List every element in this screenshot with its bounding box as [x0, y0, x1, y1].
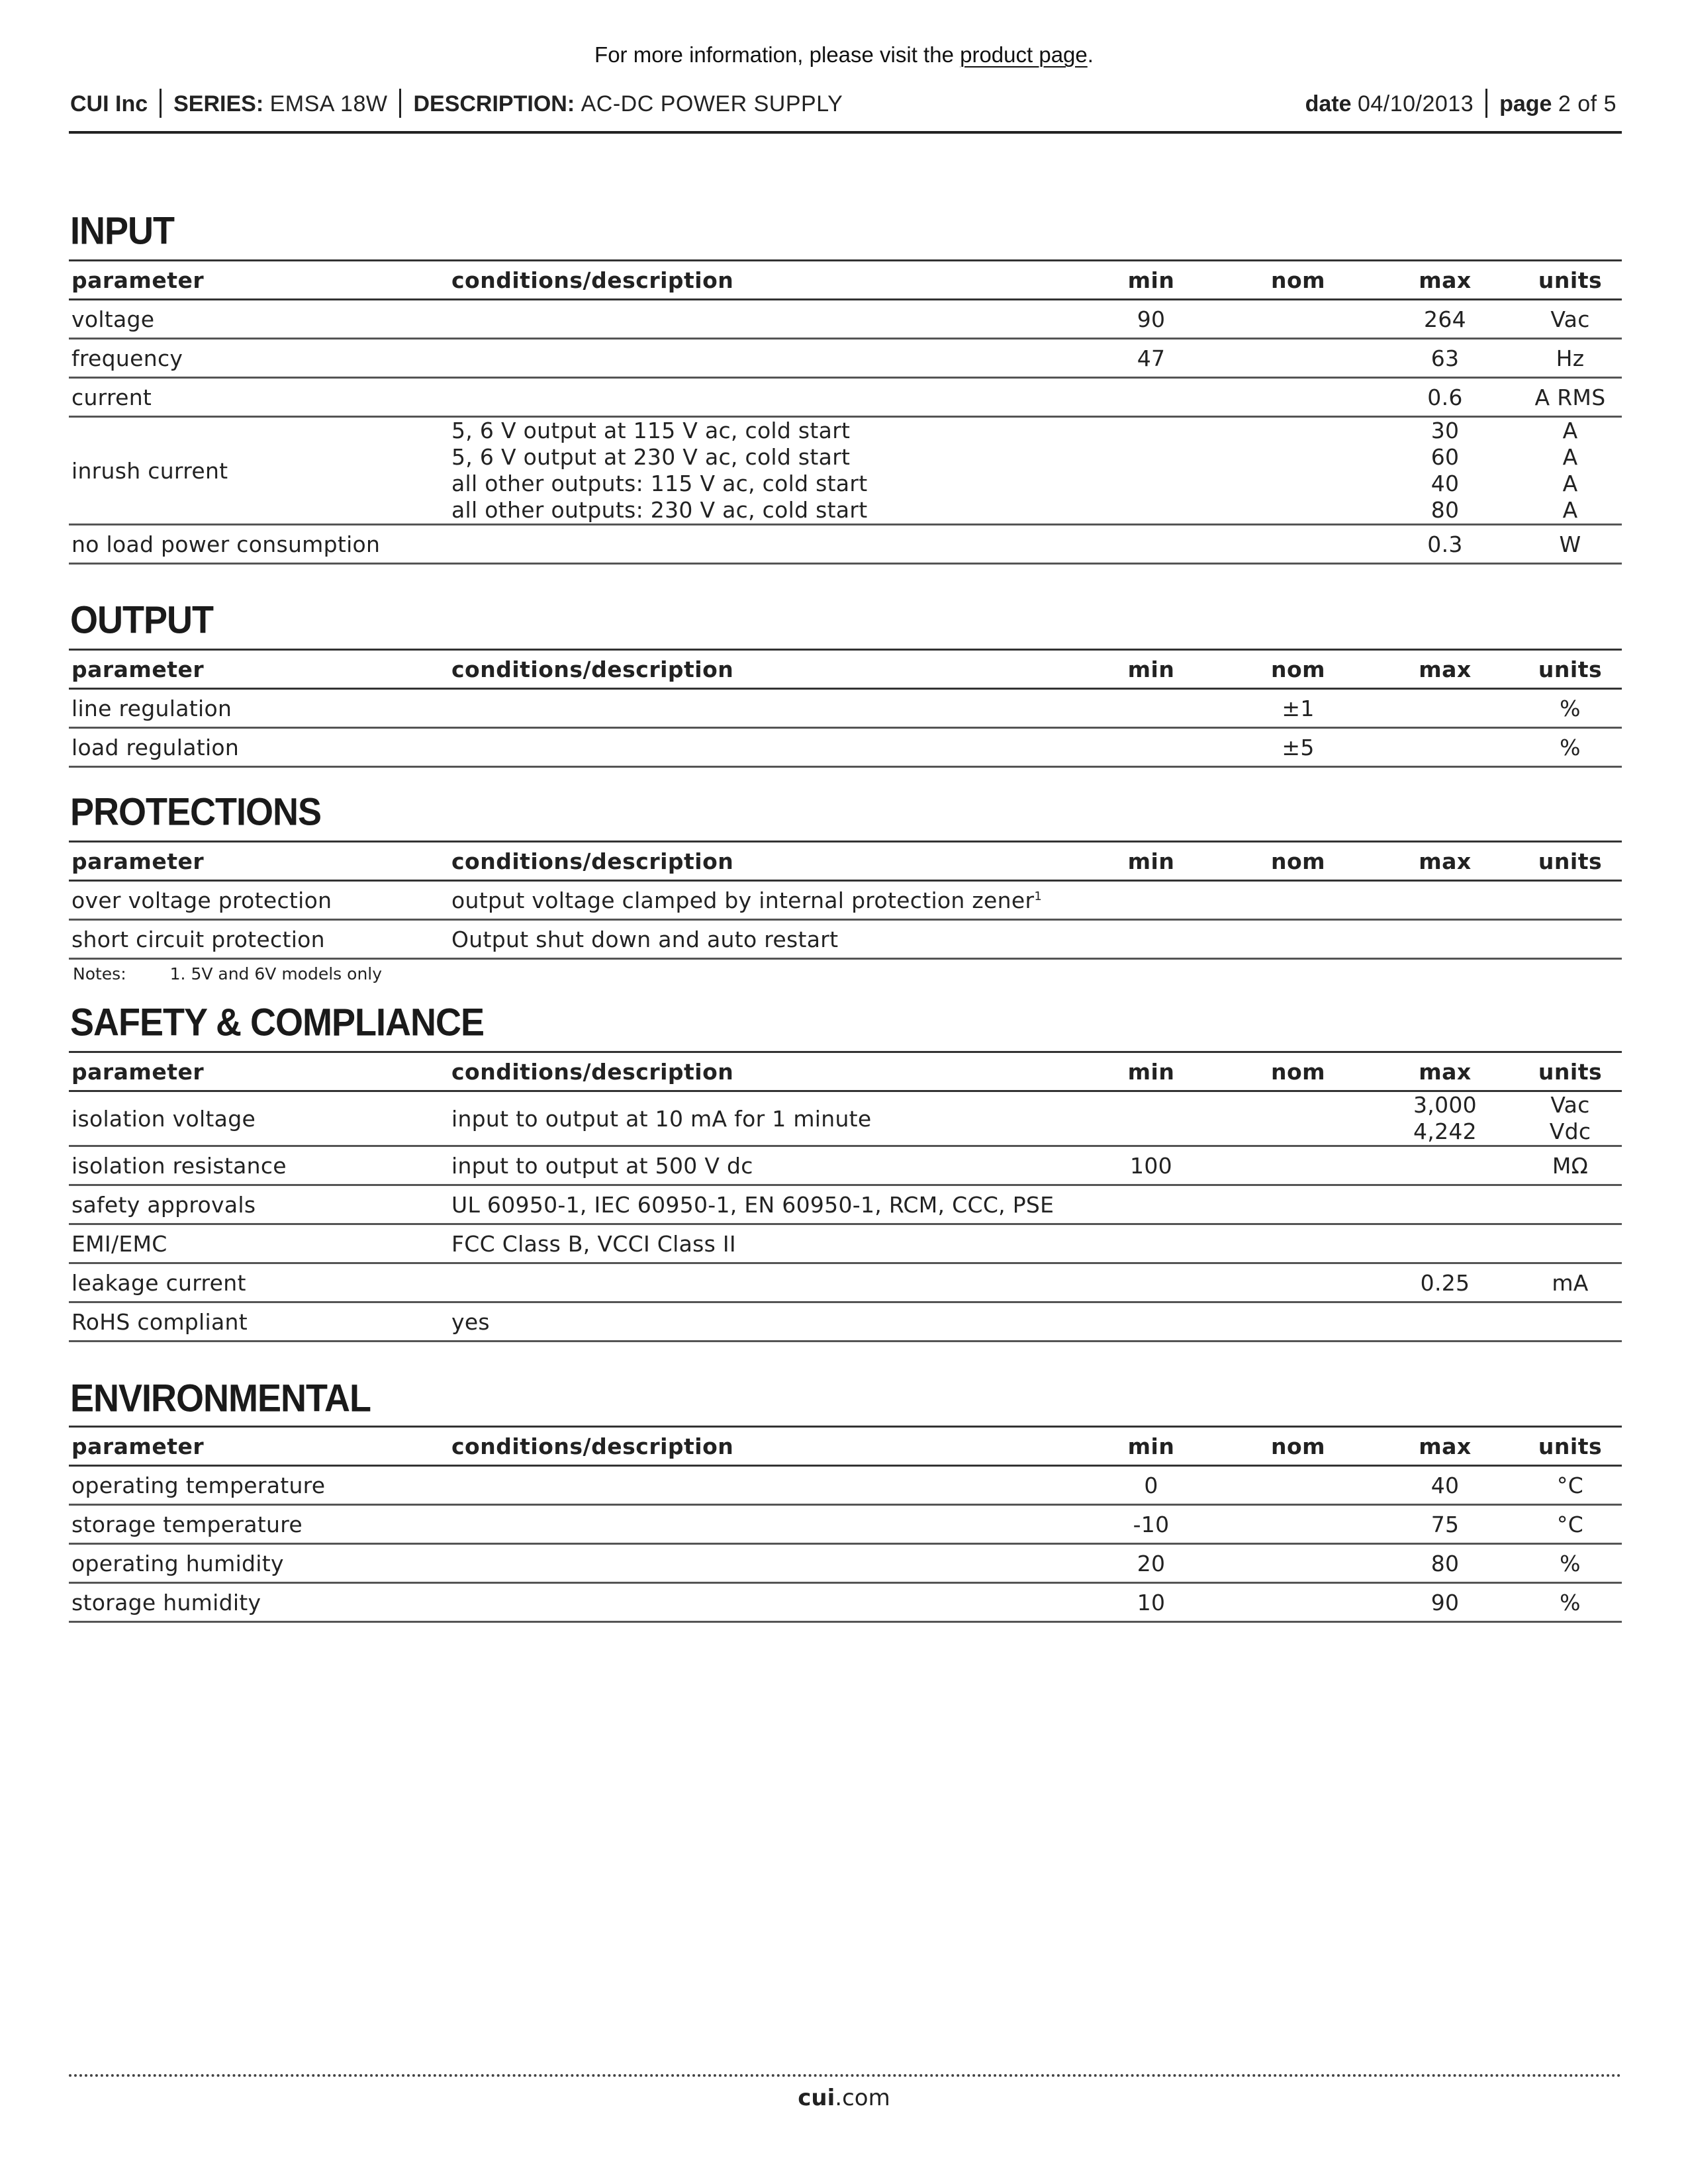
cell-max: 63: [1372, 339, 1519, 378]
col-conditions: conditions/description: [449, 261, 1078, 300]
table-row: [69, 1146, 1622, 1185]
cell-conditions: [449, 378, 1078, 417]
output-table: [69, 649, 1622, 768]
table-row: [69, 1583, 1622, 1622]
cell-conditions: [449, 689, 1078, 728]
protections-table: [69, 841, 1622, 960]
cell-parameter: load regulation: [69, 728, 449, 767]
table-row: [69, 300, 1622, 339]
cell-units: [1519, 920, 1622, 959]
footer-domain: .com: [835, 2085, 890, 2111]
note-1: 1. 5V and 6V models only: [169, 964, 383, 983]
cell-max: [1372, 1224, 1519, 1263]
table-row: [69, 1224, 1622, 1263]
cell-nom: [1225, 339, 1372, 378]
cell-conditions: input to output at 500 V dc: [449, 1146, 1078, 1185]
cell-units: W: [1519, 525, 1622, 564]
cell-min: 47: [1078, 339, 1225, 378]
table-row: [69, 1302, 1622, 1342]
col-parameter: parameter: [69, 842, 449, 881]
cell-parameter: RoHS compliant: [69, 1302, 449, 1342]
product-page-link[interactable]: product page: [960, 42, 1088, 67]
cell-min: 10: [1078, 1583, 1225, 1622]
cell-max: 264: [1372, 300, 1519, 339]
cell-parameter: operating humidity: [69, 1544, 449, 1583]
date-label: date: [1305, 91, 1352, 116]
cell-conditions: [449, 1505, 1078, 1544]
max-line: 60: [1430, 444, 1460, 470]
cell-min: 90: [1078, 300, 1225, 339]
cell-min: -10: [1078, 1505, 1225, 1544]
col-nom: nom: [1225, 1052, 1372, 1091]
cell-max: 40: [1372, 1466, 1519, 1505]
cell-conditions: [449, 417, 1078, 525]
max-line: 80: [1430, 497, 1460, 523]
date-value: 04/10/2013: [1357, 91, 1474, 116]
cell-max: 0.3: [1372, 525, 1519, 564]
units-line: A: [1562, 471, 1578, 496]
cell-conditions: Output shut down and auto restart: [449, 920, 1078, 959]
series-label: SERIES:: [173, 91, 264, 116]
col-units: units: [1519, 261, 1622, 300]
col-conditions: conditions/description: [449, 650, 1078, 689]
table-row: [69, 1505, 1622, 1544]
max-line: 3,000: [1413, 1092, 1477, 1118]
website-link[interactable]: [798, 2085, 890, 2111]
units-line: Vac: [1550, 1092, 1590, 1118]
info-suffix: .: [1087, 42, 1094, 67]
col-parameter: parameter: [69, 1427, 449, 1466]
max-line: 40: [1430, 471, 1460, 496]
col-nom: nom: [1225, 650, 1372, 689]
cell-units: [1519, 417, 1622, 525]
cell-min: [1078, 1263, 1225, 1302]
col-nom: nom: [1225, 1427, 1372, 1466]
cell-parameter: safety approvals: [69, 1185, 449, 1224]
cell-parameter: over voltage protection: [69, 881, 449, 920]
cell-parameter: operating temperature: [69, 1466, 449, 1505]
cell-max: 80: [1372, 1544, 1519, 1583]
cell-conditions: input to output at 10 mA for 1 minute: [449, 1091, 1078, 1146]
table-row: [69, 1091, 1622, 1146]
cell-conditions: [449, 525, 1078, 564]
cell-nom: ±5: [1225, 728, 1372, 767]
cell-nom: [1225, 1544, 1372, 1583]
cell-nom: [1225, 1466, 1372, 1505]
cell-max: [1372, 1185, 1519, 1224]
header-right: [1305, 89, 1617, 118]
cell-nom: [1225, 300, 1372, 339]
condition-line: all other outputs: 230 V ac, cold start: [451, 497, 868, 523]
cell-nom: [1225, 1185, 1372, 1224]
cell-units: [1519, 881, 1622, 920]
col-max: max: [1372, 650, 1519, 689]
col-max: max: [1372, 1427, 1519, 1466]
max-line: 4,242: [1413, 1118, 1477, 1144]
table-row: [69, 881, 1622, 920]
cell-min: [1078, 1302, 1225, 1342]
table-row: [69, 525, 1622, 564]
header-divider: [399, 89, 401, 118]
table-row: [69, 378, 1622, 417]
cell-conditions: [449, 728, 1078, 767]
cell-nom: [1225, 1224, 1372, 1263]
cell-min: [1078, 1185, 1225, 1224]
condition-line: all other outputs: 115 V ac, cold start: [451, 471, 868, 496]
cell-parameter: isolation resistance: [69, 1146, 449, 1185]
cell-min: [1078, 920, 1225, 959]
cell-max: [1372, 1146, 1519, 1185]
section-title-safety: SAFETY & COMPLIANCE: [70, 1001, 485, 1044]
section-title-protections: PROTECTIONS: [70, 790, 322, 834]
cell-min: [1078, 1091, 1225, 1146]
cell-units: MΩ: [1519, 1146, 1622, 1185]
cell-min: [1078, 689, 1225, 728]
cell-nom: [1225, 1263, 1372, 1302]
cell-conditions: [449, 1544, 1078, 1583]
header-left: [70, 89, 843, 118]
table-header: [69, 1052, 1622, 1091]
col-min: min: [1078, 261, 1225, 300]
cell-units: [1519, 1091, 1622, 1146]
cell-max: [1372, 881, 1519, 920]
cell-max: 75: [1372, 1505, 1519, 1544]
table-header: [69, 261, 1622, 300]
cell-parameter: storage temperature: [69, 1505, 449, 1544]
protections-notes: [73, 964, 382, 983]
cell-max: [1372, 1302, 1519, 1342]
units-line: Vdc: [1549, 1118, 1591, 1144]
cell-conditions: [449, 1263, 1078, 1302]
table-row: [69, 417, 1622, 525]
cell-nom: [1225, 417, 1372, 525]
table-header: [69, 1427, 1622, 1466]
units-line: A: [1562, 418, 1578, 443]
table-row: [69, 1544, 1622, 1583]
cell-nom: [1225, 1505, 1372, 1544]
footnote-ref: 1: [1034, 889, 1043, 903]
environmental-table: [69, 1426, 1622, 1623]
cell-max: [1372, 728, 1519, 767]
cell-min: [1078, 1224, 1225, 1263]
cell-parameter: voltage: [69, 300, 449, 339]
cell-units: °C: [1519, 1505, 1622, 1544]
cell-nom: [1225, 920, 1372, 959]
section-title-output: OUTPUT: [70, 598, 213, 642]
footer-brand: cui: [798, 2085, 835, 2111]
cell-units: Hz: [1519, 339, 1622, 378]
cell-min: [1078, 728, 1225, 767]
table-header: [69, 842, 1622, 881]
cell-nom: [1225, 1091, 1372, 1146]
cell-conditions: FCC Class B, VCCI Class II: [449, 1224, 1078, 1263]
col-conditions: conditions/description: [449, 1052, 1078, 1091]
table-row: [69, 728, 1622, 767]
cell-units: Vac: [1519, 300, 1622, 339]
footer: [0, 2085, 1688, 2111]
cell-parameter: no load power consumption: [69, 525, 449, 564]
col-conditions: conditions/description: [449, 1427, 1078, 1466]
page-value: 2 of 5: [1558, 91, 1617, 116]
units-line: A: [1562, 444, 1578, 470]
col-max: max: [1372, 1052, 1519, 1091]
cell-units: %: [1519, 1544, 1622, 1583]
col-max: max: [1372, 261, 1519, 300]
header-divider: [1485, 89, 1487, 118]
cell-nom: ±1: [1225, 689, 1372, 728]
page-label: page: [1499, 91, 1552, 116]
cell-units: %: [1519, 689, 1622, 728]
cell-min: 20: [1078, 1544, 1225, 1583]
cell-min: [1078, 881, 1225, 920]
cell-max: [1372, 689, 1519, 728]
cell-parameter: current: [69, 378, 449, 417]
notes-label: Notes:: [73, 964, 126, 983]
cell-min: [1078, 378, 1225, 417]
units-line: A: [1562, 497, 1578, 523]
col-parameter: parameter: [69, 261, 449, 300]
cell-nom: [1225, 525, 1372, 564]
cell-parameter: EMI/EMC: [69, 1224, 449, 1263]
cell-units: °C: [1519, 1466, 1622, 1505]
cell-min: [1078, 417, 1225, 525]
series-value: EMSA 18W: [269, 91, 388, 116]
cell-nom: [1225, 378, 1372, 417]
table-row: [69, 689, 1622, 728]
col-units: units: [1519, 842, 1622, 881]
info-text: For more information, please visit the: [594, 42, 954, 67]
col-parameter: parameter: [69, 1052, 449, 1091]
col-nom: nom: [1225, 261, 1372, 300]
cell-nom: [1225, 881, 1372, 920]
table-row: [69, 920, 1622, 959]
page-header: [69, 86, 1622, 134]
cell-min: 0: [1078, 1466, 1225, 1505]
cell-max: 0.25: [1372, 1263, 1519, 1302]
cell-conditions: [449, 300, 1078, 339]
header-divider: [160, 89, 162, 118]
cell-units: [1519, 1302, 1622, 1342]
cell-min: 100: [1078, 1146, 1225, 1185]
cell-parameter: line regulation: [69, 689, 449, 728]
cell-min: [1078, 525, 1225, 564]
company-name: CUI Inc: [70, 91, 148, 116]
description-label: DESCRIPTION:: [413, 91, 575, 116]
col-min: min: [1078, 1052, 1225, 1091]
cell-units: mA: [1519, 1263, 1622, 1302]
cell-units: [1519, 1185, 1622, 1224]
cell-max: [1372, 417, 1519, 525]
col-units: units: [1519, 1052, 1622, 1091]
max-line: 30: [1430, 418, 1460, 443]
col-max: max: [1372, 842, 1519, 881]
table-row: [69, 1466, 1622, 1505]
col-units: units: [1519, 1427, 1622, 1466]
cell-conditions: [449, 1583, 1078, 1622]
section-title-input: INPUT: [70, 209, 174, 253]
table-header: [69, 650, 1622, 689]
col-min: min: [1078, 650, 1225, 689]
cell-units: %: [1519, 1583, 1622, 1622]
col-min: min: [1078, 842, 1225, 881]
cell-conditions: yes: [449, 1302, 1078, 1342]
condition-text: output voltage clamped by internal protection zener: [451, 887, 1035, 913]
cell-nom: [1225, 1302, 1372, 1342]
col-parameter: parameter: [69, 650, 449, 689]
cell-max: 0.6: [1372, 378, 1519, 417]
safety-table: [69, 1051, 1622, 1342]
cell-max: [1372, 920, 1519, 959]
cell-conditions: [449, 1466, 1078, 1505]
cell-conditions: [449, 339, 1078, 378]
cell-parameter: isolation voltage: [69, 1091, 449, 1146]
description-value: AC-DC POWER SUPPLY: [581, 91, 843, 116]
info-line: [0, 42, 1688, 68]
col-min: min: [1078, 1427, 1225, 1466]
col-units: units: [1519, 650, 1622, 689]
table-row: [69, 1185, 1622, 1224]
col-nom: nom: [1225, 842, 1372, 881]
cell-units: [1519, 1224, 1622, 1263]
col-conditions: conditions/description: [449, 842, 1078, 881]
cell-parameter: frequency: [69, 339, 449, 378]
cell-nom: [1225, 1146, 1372, 1185]
cell-parameter: storage humidity: [69, 1583, 449, 1622]
footer-divider: [69, 2074, 1622, 2077]
cell-max: 90: [1372, 1583, 1519, 1622]
cell-units: A RMS: [1519, 378, 1622, 417]
section-title-environmental: ENVIRONMENTAL: [70, 1377, 371, 1420]
cell-units: %: [1519, 728, 1622, 767]
cell-parameter: inrush current: [69, 417, 449, 525]
cell-max: [1372, 1091, 1519, 1146]
condition-line: 5, 6 V output at 115 V ac, cold start: [451, 418, 851, 443]
cell-conditions: UL 60950-1, IEC 60950-1, EN 60950-1, RCM, CCC, PSE: [449, 1185, 1078, 1224]
cell-parameter: leakage current: [69, 1263, 449, 1302]
cell-nom: [1225, 1583, 1372, 1622]
condition-line: 5, 6 V output at 230 V ac, cold start: [451, 444, 851, 470]
input-table: [69, 259, 1622, 565]
cell-conditions: [449, 881, 1078, 920]
table-row: [69, 1263, 1622, 1302]
cell-parameter: short circuit protection: [69, 920, 449, 959]
table-row: [69, 339, 1622, 378]
